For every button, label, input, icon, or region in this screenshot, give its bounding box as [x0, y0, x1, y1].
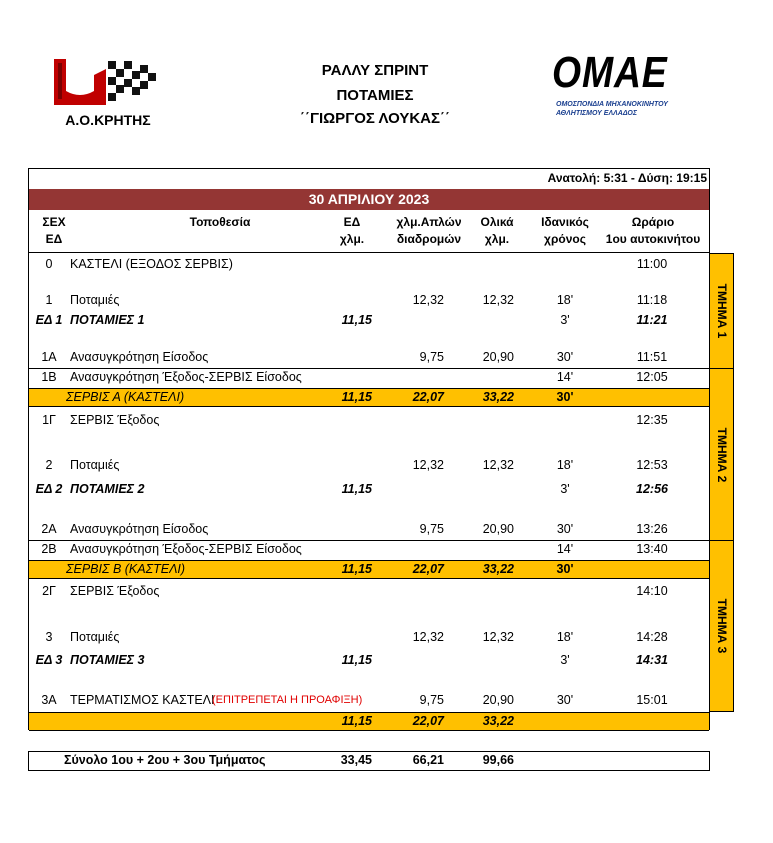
row-ss-km: 11,15 [341, 313, 372, 327]
title-line-3: ΄΄ΓΙΩΡΓΟΣ ΛΟΥΚΑΣ΄΄ [299, 110, 450, 127]
title-line-2: ΠΟΤΑΜΙΕΣ [336, 87, 414, 104]
row-total-km: 20,90 [482, 350, 514, 364]
row-link-km: 22,07 [412, 390, 444, 404]
row-ss-km: 11,15 [341, 482, 372, 496]
row-ideal-time: 30' [556, 522, 574, 536]
row-location: ΠΟΤΑΜΙΕΣ 3 [70, 653, 145, 667]
row-divider [29, 540, 709, 541]
row-tc: 1Β [41, 370, 57, 384]
row-link-km: 12,32 [412, 293, 444, 307]
col-total-km: Ολικά χλμ. [480, 215, 514, 246]
omae-logo-subtitle: ΟΜΟΣΠΟΝΔΙΑ ΜΗΧΑΝΟΚΙΝΗΤΟΥ ΑΘΛΗΤΙΣΜΟΥ ΕΛΛΑΔΟΣ [556, 101, 668, 117]
row-location: ΣΕΡΒΙΣ Έξοδος [70, 584, 160, 598]
row-link-km: 9,75 [419, 350, 444, 364]
row-ss-km: 11,15 [341, 714, 372, 728]
row-tc: ΕΔ 3 [35, 653, 63, 667]
row-location: ΣΕΡΒΙΣ Έξοδος [70, 413, 160, 427]
row-location: Ανασυγκρότηση Έξοδος-ΣΕΡΒΙΣ Είσοδος [70, 542, 302, 556]
row-ideal-time: 30' [556, 350, 574, 364]
omae-logo: ΟΜΑΕ [552, 48, 668, 97]
row-tc: 2Α [41, 522, 57, 536]
section-tab-2: ΤΜΗΜΑ 2 [709, 368, 734, 541]
row-ideal-time: 3' [560, 313, 570, 327]
row-schedule-time: 11:00 [636, 257, 668, 271]
col-link-km: χλμ.Απλών διαδρομών [396, 215, 462, 246]
row-schedule-time: 11:51 [636, 350, 668, 364]
sunrise-sunset: Ανατολή: 5:31 - Δύση: 19:15 [547, 171, 707, 185]
row-location: Ανασυγκρότηση Έξοδος-ΣΕΡΒΙΣ Είσοδος [70, 370, 302, 384]
row-location: Ανασυγκρότηση Είσοδος [70, 522, 209, 536]
row-note: (ΕΠΙΤΡΕΠΕΤΑΙ Η ΠΡΟΑΦΙΞΗ) [212, 694, 363, 706]
row-location: ΣΕΡΒΙΣ Β (ΚΑΣΤΕΛΙ) [66, 562, 186, 576]
row-ideal-time: 14' [556, 370, 574, 384]
col-ss-km: ΕΔ χλμ. [339, 215, 365, 246]
totals-ss-km: 33,45 [340, 753, 372, 767]
row-location: ΣΕΡΒΙΣ Α (ΚΑΣΤΕΛΙ) [66, 390, 185, 404]
row-link-km: 9,75 [419, 522, 444, 536]
col-ideal-time: Ιδανικός χρόνος [541, 215, 589, 246]
col-tc: ΣΕΧ ΕΔ [42, 215, 66, 246]
row-total-km: 33,22 [482, 562, 514, 576]
row-link-km: 12,32 [412, 458, 444, 472]
section-tab-3: ΤΜΗΜΑ 3 [709, 540, 734, 712]
row-divider [29, 368, 709, 369]
row-schedule-time: 15:01 [636, 693, 668, 707]
row-tc: 2Β [41, 542, 57, 556]
row-total-km: 12,32 [482, 458, 514, 472]
row-ideal-time: 30' [556, 390, 574, 404]
row-total-km: 33,22 [482, 714, 514, 728]
row-location: Ποταμιές [70, 630, 120, 644]
row-link-km: 22,07 [412, 714, 444, 728]
row-location: Ποταμιές [70, 293, 120, 307]
row-ideal-time: 18' [556, 630, 574, 644]
row-tc: 3 [45, 630, 53, 644]
row-schedule-time: 12:56 [636, 482, 668, 496]
row-ideal-time: 30' [556, 693, 574, 707]
row-location: ΠΟΤΑΜΙΕΣ 1 [70, 313, 145, 327]
row-schedule-time: 12:35 [636, 413, 668, 427]
row-ideal-time: 18' [556, 293, 574, 307]
row-location: Ποταμιές [70, 458, 120, 472]
row-ss-km: 11,15 [341, 390, 372, 404]
row-total-km: 12,32 [482, 630, 514, 644]
row-tc: 0 [45, 257, 53, 271]
row-location: ΚΑΣΤΕΛΙ (ΕΞΟΔΟΣ ΣΕΡΒΙΣ) [70, 257, 233, 271]
row-schedule-time: 11:18 [636, 293, 668, 307]
row-tc: 1Α [41, 350, 57, 364]
row-location: ΠΟΤΑΜΙΕΣ 2 [70, 482, 145, 496]
section-tab-1: ΤΜΗΜΑ 1 [709, 253, 734, 369]
row-tc: 2Γ [42, 584, 56, 598]
totals-label: Σύνολο 1ου + 2ου + 3ου Τμήματος [64, 753, 266, 767]
row-total-km: 12,32 [482, 293, 514, 307]
totals-total-km: 99,66 [482, 753, 514, 767]
row-link-km: 9,75 [419, 693, 444, 707]
header-divider [29, 252, 709, 253]
row-link-km: 22,07 [412, 562, 444, 576]
row-location: Ανασυγκρότηση Είσοδος [70, 350, 209, 364]
row-tc: ΕΔ 1 [35, 313, 63, 327]
row-location: ΤΕΡΜΑΤΙΣΜΟΣ ΚΑΣΤΕΛΙ [70, 693, 215, 707]
row-ideal-time: 18' [556, 458, 574, 472]
row-total-km: 20,90 [482, 522, 514, 536]
totals-link-km: 66,21 [412, 753, 444, 767]
row-tc: 3Α [41, 693, 57, 707]
row-schedule-time: 13:26 [636, 522, 668, 536]
row-total-km: 33,22 [482, 390, 514, 404]
row-ss-km: 11,15 [341, 653, 372, 667]
row-total-km: 20,90 [482, 693, 514, 707]
title-line-1: ΡΑΛΛΥ ΣΠΡΙΝΤ [321, 62, 429, 79]
row-schedule-time: 12:05 [636, 370, 668, 384]
row-schedule-time: 14:28 [636, 630, 668, 644]
row-schedule-time: 11:21 [636, 313, 668, 327]
row-schedule-time: 14:31 [636, 653, 668, 667]
col-schedule: Ωράριο 1ου αυτοκινήτου [605, 215, 701, 246]
row-tc: 1Γ [42, 413, 56, 427]
row-schedule-time: 13:40 [636, 542, 668, 556]
aok-logo-text: Α.Ο.ΚΡΗΤΗΣ [65, 112, 151, 128]
row-ideal-time: 14' [556, 542, 574, 556]
col-location: Τοποθεσία [189, 215, 251, 229]
row-tc: 2 [45, 458, 53, 472]
row-schedule-time: 12:53 [636, 458, 668, 472]
date-band: 30 ΑΠΡΙΛΙΟΥ 2023 [29, 189, 709, 210]
row-ss-km: 11,15 [341, 562, 372, 576]
row-ideal-time: 30' [556, 562, 574, 576]
row-ideal-time: 3' [560, 653, 570, 667]
row-link-km: 12,32 [412, 630, 444, 644]
row-tc: ΕΔ 2 [35, 482, 63, 496]
row-schedule-time: 14:10 [636, 584, 668, 598]
row-tc: 1 [45, 293, 53, 307]
row-ideal-time: 3' [560, 482, 570, 496]
